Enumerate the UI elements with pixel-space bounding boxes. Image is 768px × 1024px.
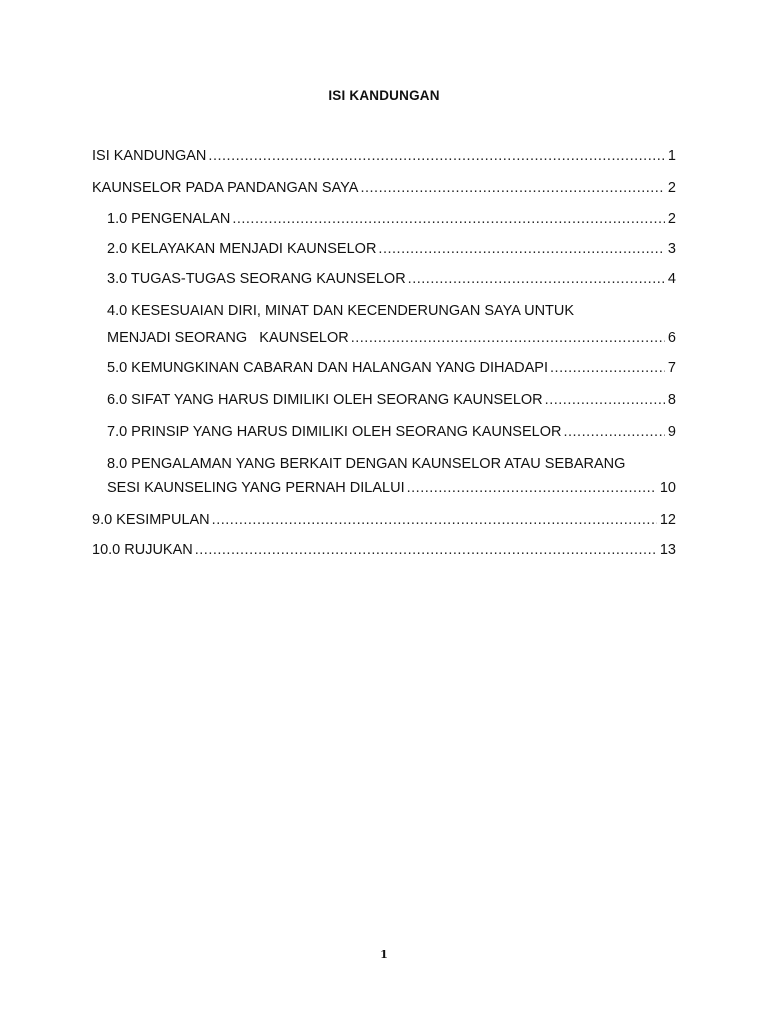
toc-entry[interactable] xyxy=(92,540,676,560)
toc-entry[interactable] xyxy=(92,178,676,198)
toc-entry-label: 4.0 KESESUAIAN DIRI, MINAT DAN KECENDERUNGAN SAYA UNTUK xyxy=(107,303,575,319)
toc-entry-page: 7 xyxy=(667,360,676,376)
toc-entry[interactable] xyxy=(107,328,676,348)
toc-entry[interactable] xyxy=(92,146,676,166)
dot-leader xyxy=(351,328,665,348)
toc-entry-label: 6.0 SIFAT YANG HARUS DIMILIKI OLEH SEORANG KAUNSELOR xyxy=(107,392,543,408)
dot-leader xyxy=(232,209,665,229)
toc-entry[interactable] xyxy=(107,269,676,289)
toc-entry-page: 3 xyxy=(667,241,676,257)
dot-leader xyxy=(195,540,657,560)
dot-leader xyxy=(408,269,665,289)
toc-entry-label: 1.0 PENGENALAN xyxy=(107,211,231,227)
toc-entry-page: 10 xyxy=(659,480,676,496)
toc-entry-page: 2 xyxy=(667,211,676,227)
page-number: 1 xyxy=(380,948,388,961)
toc-entry-page: 9 xyxy=(667,424,676,440)
toc-entry-label: 3.0 TUGAS-TUGAS SEORANG KAUNSELOR xyxy=(107,271,406,287)
toc-entry[interactable] xyxy=(107,358,676,378)
page-title: ISI KANDUNGAN xyxy=(328,88,440,103)
dot-leader xyxy=(208,146,665,166)
toc-entry-page: 13 xyxy=(659,542,676,558)
toc-entry-page: 4 xyxy=(667,271,676,287)
toc-entry[interactable] xyxy=(107,478,676,498)
toc-entry-label: 7.0 PRINSIP YANG HARUS DIMILIKI OLEH SEORANG KAUNSELOR xyxy=(107,424,562,440)
toc-entry[interactable] xyxy=(92,510,676,530)
toc-entry-label: 5.0 KEMUNGKINAN CABARAN DAN HALANGAN YANG DIHADAPI xyxy=(107,360,549,376)
toc-entry[interactable] xyxy=(107,209,676,229)
dot-leader xyxy=(550,358,665,378)
toc-entry-label: 9.0 KESIMPULAN xyxy=(92,512,210,528)
toc-entry-page: 6 xyxy=(667,330,676,346)
dot-leader xyxy=(378,239,665,259)
dot-leader xyxy=(407,478,657,498)
toc-entry-line1[interactable] xyxy=(107,301,676,321)
dot-leader xyxy=(360,178,664,198)
toc-entry-page: 2 xyxy=(667,180,676,196)
toc-entry-label: MENJADI SEORANG KAUNSELOR xyxy=(107,330,349,346)
toc-entry-label: 8.0 PENGALAMAN YANG BERKAIT DENGAN KAUNSELOR ATAU SEBARANG xyxy=(107,456,626,472)
toc-entry-label: 2.0 KELAYAKAN MENJADI KAUNSELOR xyxy=(107,241,377,257)
toc-entry-page: 1 xyxy=(667,148,676,164)
toc-entry-label: SESI KAUNSELING YANG PERNAH DILALUI xyxy=(107,480,405,496)
toc-entry[interactable] xyxy=(107,239,676,259)
toc-entry-line1[interactable] xyxy=(107,454,676,474)
toc-entry-label: 10.0 RUJUKAN xyxy=(92,542,193,558)
toc-entry[interactable] xyxy=(107,422,676,442)
dot-leader xyxy=(212,510,657,530)
toc-entry-label: ISI KANDUNGAN xyxy=(92,148,207,164)
dot-leader xyxy=(545,390,665,410)
toc-entry-page: 12 xyxy=(659,512,676,528)
toc-entry-page: 8 xyxy=(667,392,676,408)
toc-entry[interactable] xyxy=(107,390,676,410)
toc-entry-label: KAUNSELOR PADA PANDANGAN SAYA xyxy=(92,180,359,196)
dot-leader xyxy=(563,422,664,442)
